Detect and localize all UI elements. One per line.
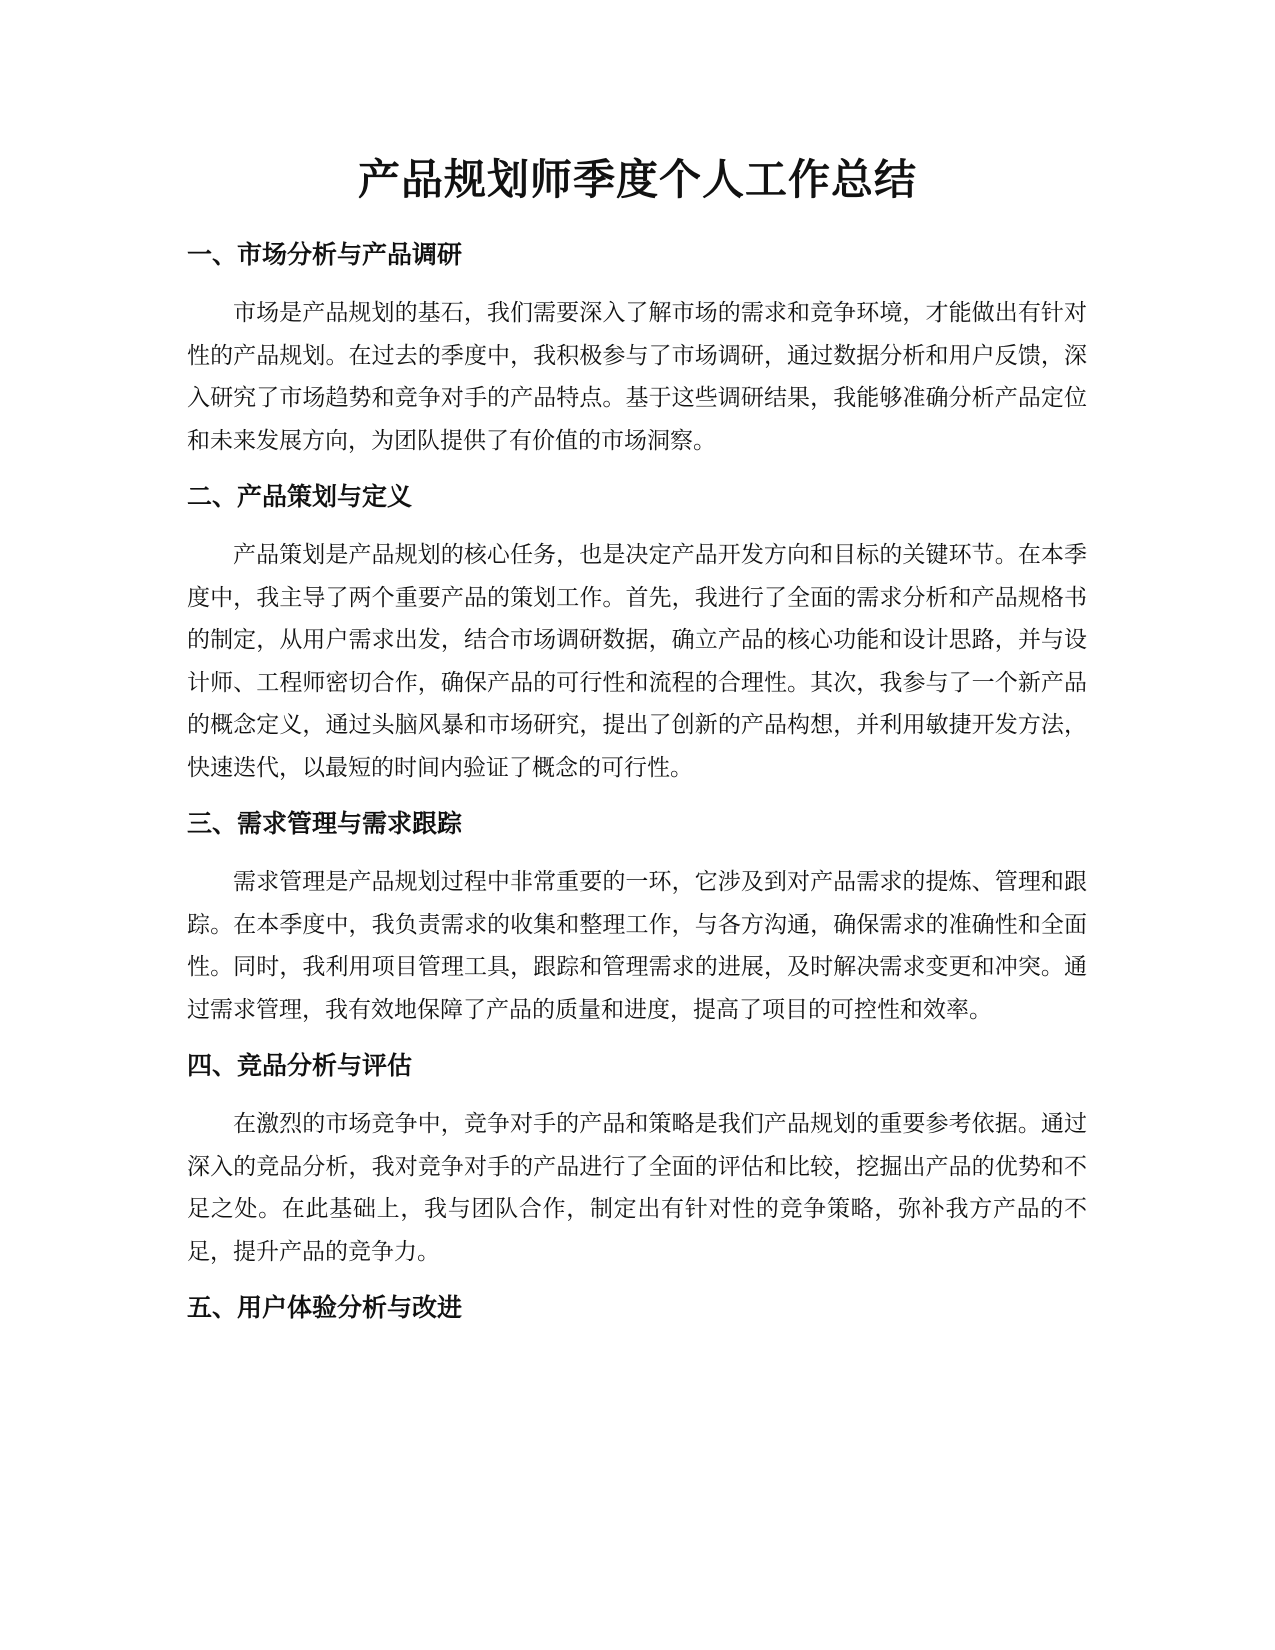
section-heading: 一、市场分析与产品调研 [187,240,463,269]
section-heading: 三、需求管理与需求跟踪 [187,809,463,838]
section-product-planning [187,480,1087,789]
section-requirements-management [187,807,1087,1031]
section-user-experience [187,1291,1087,1325]
section-heading: 五、用户体验分析与改进 [187,1293,463,1322]
section-paragraph: 需求管理是产品规划过程中非常重要的一环，它涉及到对产品需求的提炼、管理和跟踪。在本季度中，我负责需求的收集和整理工作，与各方沟通，确保需求的准确性和全面性。同时，我利用项目管理工具，跟踪和管理需求的进展，及时解决需求变更和冲突。通过需求管理，我有效地保障了产品的质量和进度，提高了项目的可控性和效率。 [187,869,1087,1023]
section-competitor-analysis [187,1049,1087,1273]
section-paragraph: 产品策划是产品规划的核心任务，也是决定产品开发方向和目标的关键环节。在本季度中，我主导了两个重要产品的策划工作。首先，我进行了全面的需求分析和产品规格书的制定，从用户需求出发，结合市场调研数据，确立产品的核心功能和设计思路，并与设计师、工程师密切合作，确保产品的可行性和流程的合理性。其次，我参与了一个新产品的概念定义，通过头脑风暴和市场研究，提出了创新的产品构想，并利用敏捷开发方法，快速迭代，以最短的时间内验证了概念的可行性。 [187,542,1087,781]
section-heading: 二、产品策划与定义 [187,482,413,511]
section-paragraph: 市场是产品规划的基石，我们需要深入了解市场的需求和竞争环境，才能做出有针对性的产品规划。在过去的季度中，我积极参与了市场调研，通过数据分析和用户反馈，深入研究了市场趋势和竞争对手的产品特点。基于这些调研结果，我能够准确分析产品定位和未来发展方向，为团队提供了有价值的市场洞察。 [187,300,1087,454]
document-content [187,238,1087,1345]
section-market-analysis [187,238,1087,462]
section-paragraph: 在激烈的市场竞争中，竞争对手的产品和策略是我们产品规划的重要参考依据。通过深入的竞品分析，我对竞争对手的产品进行了全面的评估和比较，挖掘出产品的优势和不足之处。在此基础上，我与团队合作，制定出有针对性的竞争策略，弥补我方产品的不足，提升产品的竞争力。 [187,1111,1087,1265]
section-heading: 四、竞品分析与评估 [187,1051,413,1080]
document-title: 产品规划师季度个人工作总结 [357,155,917,204]
